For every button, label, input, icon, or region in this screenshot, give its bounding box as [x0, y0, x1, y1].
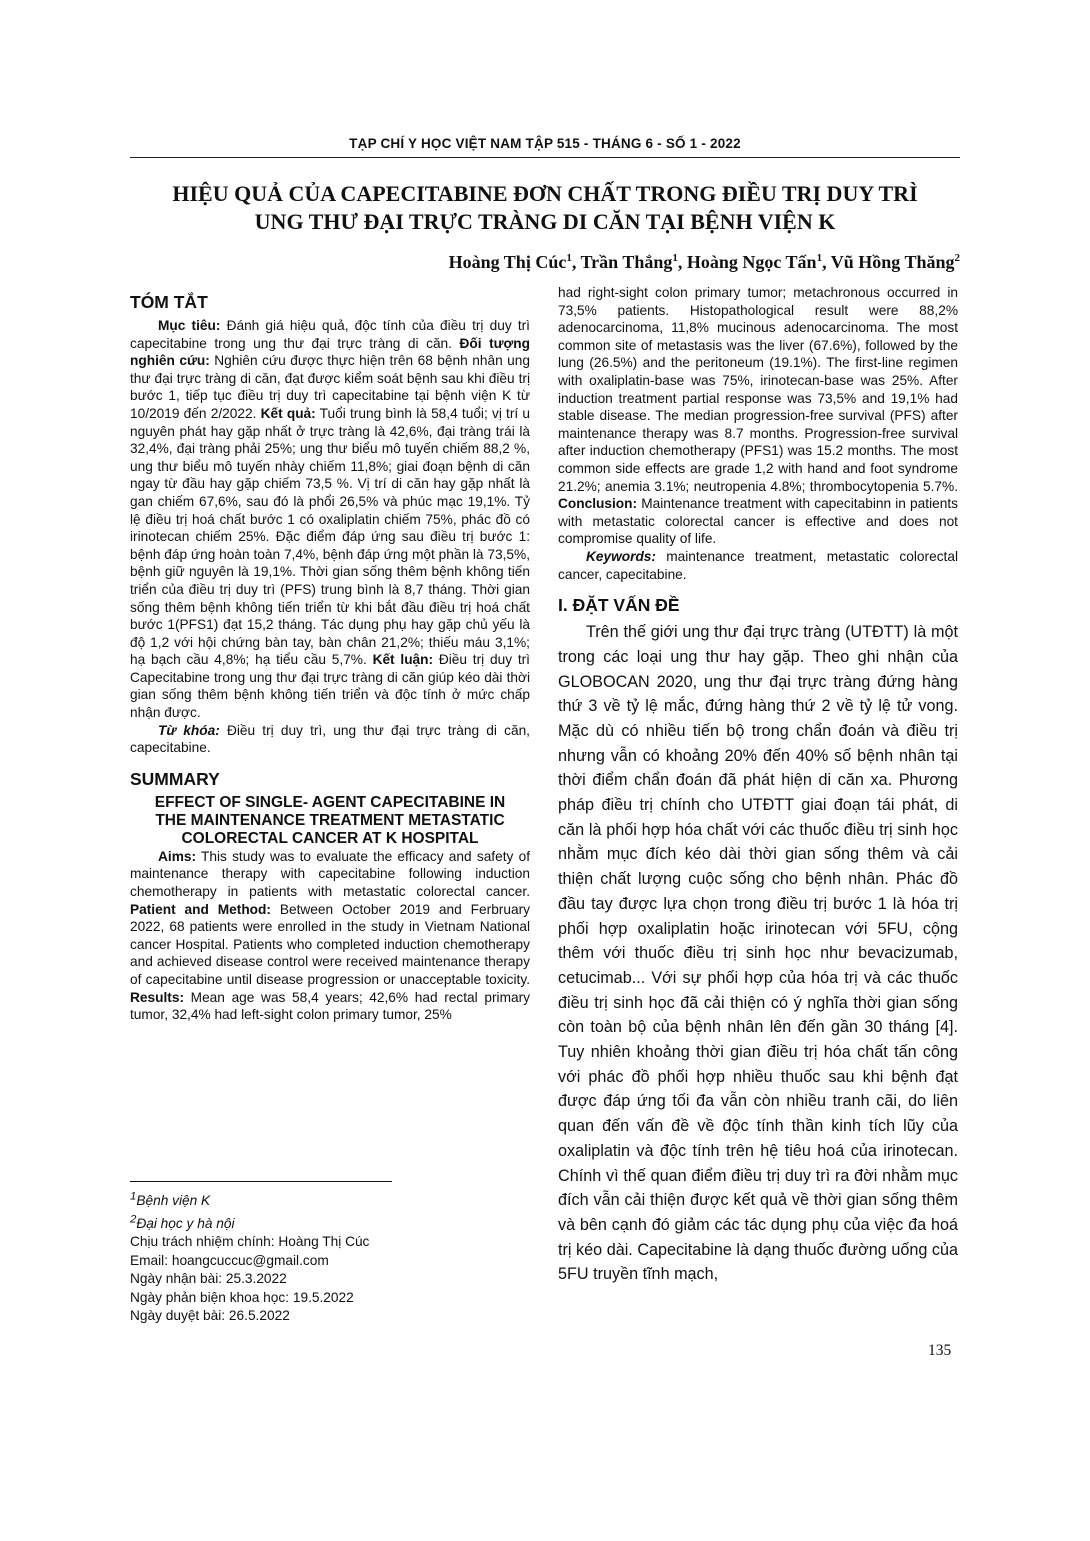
author-separator: ,	[822, 252, 831, 272]
summary-title	[130, 794, 530, 848]
journal-header: TẠP CHÍ Y HỌC VIỆT NAM TẬP 515 - THÁNG 6 - SỐ 1 - 2022	[349, 136, 741, 151]
author-list	[449, 252, 960, 273]
summary-body-part2	[558, 284, 958, 548]
affiliation-1	[130, 1187, 530, 1210]
keywords-en-text: maintenance treatment, metastatic colorectal cancer, capecitabine.	[558, 548, 958, 582]
author-affiliation-mark: 2	[954, 252, 960, 264]
subjects-text: Nghiên cứu được thực hiện trên 68 bệnh nhân ung thư đại trực tràng di căn, đạt được kiểm soát bệnh sau khi điều trị bước 1, tiếp tục điều trị duy trì capecitabine tại bệnh viện K từ 10/2019 đến 2/2022.	[130, 353, 530, 421]
affiliation-name: Bệnh viện K	[136, 1192, 211, 1208]
corresponding-author: Chịu trách nhiệm chính: Hoàng Thị Cúc	[130, 1234, 370, 1250]
keywords-en-label: Keywords:	[586, 548, 656, 564]
author-affiliation-mark: 1	[816, 252, 823, 264]
date-reviewed: Ngày phản biện khoa học: 19.5.2022	[130, 1289, 354, 1305]
page-number: 135	[928, 1342, 952, 1359]
author-name: Hoàng Thị Cúc	[448, 252, 567, 272]
author-affiliation-mark: 1	[672, 252, 678, 264]
results-en-text-start: Mean age was 58,4 years; 42,6% had rectal primary tumor, 32,4% had left-sight colon primary tumor, 25%	[130, 989, 530, 1023]
intro-heading: I. ĐẶT VẤN ĐỀ	[558, 595, 680, 616]
affiliation-2	[130, 1210, 530, 1233]
affiliation-name: Đại học y hà nội	[136, 1215, 235, 1231]
conclusion-label: Kết luận:	[372, 652, 434, 668]
conclusion-en-label: Conclusion:	[558, 496, 638, 512]
footnotes	[130, 1187, 530, 1326]
header-divider	[130, 157, 960, 158]
title-line-2: UNG THƯ ĐẠI TRỰC TRÀNG DI CĂN TẠI BỆNH VIỆN K	[254, 209, 836, 234]
method-label: Patient and Method:	[130, 901, 271, 917]
summary-title-line: COLORECTAL CANCER AT K HOSPITAL	[181, 829, 479, 847]
keywords-vi	[130, 722, 530, 757]
article-title	[130, 180, 960, 236]
affiliation-mark: 2	[130, 1213, 137, 1226]
keywords-vi-text: Điều trị duy trì, ung thư đại trực tràng di căn, capecitabine.	[130, 722, 530, 756]
results-en-text-end: had right-sight colon primary tumor; metachronous occurred in 73,5% patients. Histopathological result were 88,2% adenocarcinoma, 11,8% mucinous adenocarcinoma. The most common site of metastasis was the liver (67.6%), followed by the lung (26.5%) and the peritoneum (19.1%). The first-line regimen with oxaliplatin-base was 75%, irinotecan-base was 25%. After induction treatment partial response was 73,5% and 19,1% had stable disease. The median progression-free survival (PFS) after maintenance therapy was 8.7 months. Progression-free survival after induction chemotherapy (PFS1) was 15.2 months. The most common side effects are grade 1,2 with hand and foot syndrome 21.2%; anemia 3.1%; neutropenia 4.8%; thrombocytopenia 5.7%.	[558, 285, 958, 494]
author-affiliation-mark: 1	[566, 252, 572, 264]
abstract-vi-body	[130, 317, 530, 722]
summary-body-part1	[130, 848, 530, 1024]
right-column	[558, 284, 958, 1287]
footnote-divider	[130, 1181, 392, 1182]
summary-title-line: EFFECT OF SINGLE- AGENT CAPECITABINE IN	[154, 793, 506, 811]
results-label: Kết quả:	[260, 405, 316, 421]
summary-title-line: THE MAINTENANCE TREATMENT METASTATIC	[155, 811, 505, 829]
abstract-vi-heading: TÓM TẮT	[130, 292, 208, 312]
intro-paragraph: Trên thế giới ung thư đại trực tràng (UTĐTT) là một trong các loại ung thư hay gặp. Theo ghi nhận của GLOBOCAN 2020, ung thư đại trực tràng đứng hàng thứ 3 về tỷ lệ mắc, đứng hàng thứ 2 về tỷ lệ tử vong. Mặc dù có nhiều tiến bộ trong chẩn đoán và điều trị nhưng vẫn có khoảng 20% đến 40% số bệnh nhân tại thời điểm chẩn đoán đã phát hiện di căn xa. Phương pháp điều trị chính cho UTĐTT giai đoạn tái phát, di căn là phối hợp hóa chất với các thuốc điều trị sinh học nhằm mục đích kéo dài thời gian sống thêm và cải thiện chất lượng cuộc sống cho bệnh nhân. Phác đồ đầu tay được lựa chọn trong điều trị bước 1 là hóa trị phối hợp oxaliplatin hoặc irinotecan với 5FU, cộng thêm với thuốc điều trị sinh học như bevacizumab, cetucimab... Với sự phối hợp của hóa trị và các thuốc điều trị sinh học đã cải thiện có ý nghĩa thời gian sống còn toàn bộ của bệnh nhân lên đến gần 30 tháng [4]. Tuy nhiên khoảng thời gian điều trị hóa chất tấn công với phác đồ phối hợp nhiều thuốc sau khi bệnh đạt được đáp ứng tối đa vẫn còn nhiều tranh cãi, do liên quan đến vấn đề về độc tính thần kinh tích lũy của oxaliplatin và độc tính trên hệ tiêu hoá của irinotecan. Chính vì thế quan điểm điều trị duy trì ra đời nhằm mục đích vẫn cải thiện được kết quả về thời gian sống thêm và bên cạnh đó giảm các tác dụng phụ của việc đa hoá trị kéo dài. Capecitabine là dạng thuốc đường uống của 5FU truyền tĩnh mạch,	[558, 623, 958, 1284]
author-separator: ,	[677, 252, 687, 272]
aim-text: Đánh giá hiệu quả, độc tính của điều trị duy trì capecitabine trong ung thư đại trực tràng di căn.	[130, 318, 530, 351]
date-received: Ngày nhận bài: 25.3.2022	[130, 1271, 287, 1287]
author-name: Hoàng Ngọc Tấn	[686, 252, 817, 272]
title-line-1: HIỆU QUẢ CỦA CAPECITABINE ĐƠN CHẤT TRONG ĐIỀU TRỊ DUY TRÌ	[172, 181, 918, 206]
keywords-vi-label: Từ khóa:	[158, 722, 220, 738]
author-name: Vũ Hồng Thăng	[830, 252, 955, 272]
aims-text: This study was to evaluate the efficacy and safety of maintenance therapy with capecitabine following induction chemotherapy in patients with metastatic colorectal cancer.	[130, 848, 530, 900]
author-name: Trần Thắng	[580, 252, 673, 272]
summary-heading: SUMMARY	[130, 768, 220, 789]
method-text: Between October 2019 and Ferbruary 2022, 68 patients were enrolled in the study in Vietnam National cancer Hospital. Patients who completed induction chemotherapy and achieved disease control were received maintenance therapy of capecitabine until disease progression or unacceptable toxicity.	[130, 901, 530, 987]
date-accepted: Ngày duyệt bài: 26.5.2022	[130, 1308, 290, 1324]
keywords-en	[558, 548, 958, 583]
conclusion-en-text: Maintenance treatment with capecitabinn in patients with metastatic colorectal cancer is effective and does not compromise quality of life.	[558, 496, 958, 547]
author-separator: ,	[571, 252, 581, 272]
conclusion-text: Điều trị duy trì Capecitabine trong ung thư đại trực tràng di căn giúp kéo dài thời gian sống thêm bệnh không tiến triển và độc tính ở mức chấp nhận được.	[130, 652, 530, 721]
aim-label: Mục tiêu:	[158, 318, 221, 333]
results-en-label: Results:	[130, 989, 185, 1005]
email: Email: hoangcuccuc@gmail.com	[130, 1252, 329, 1268]
aims-label: Aims:	[158, 848, 197, 864]
left-column	[130, 288, 530, 1024]
results-text: Tuổi trung bình là 58,4 tuổi; vị trí u nguyên phát hay gặp nhất ở trực tràng là 42,6%, đại tràng trái là 32,4%, đại tràng phải 25%; ung thư biểu mô tuyến chiếm 88,2 %, ung thư biểu mô tuyến nhày chiếm 11,8%; giai đoạn bệnh di căn ngay từ đầu hay gặp chiếm 73,5 %. Vị trí di căn hay gặp nhất là gan chiếm 67,6%, sau đó là phổi 26,5% và phúc mạc 19,1%. Tỷ lệ điều trị hoá chất bước 1 có oxaliplatin chiếm 75%, phác đồ có irinotecan chiếm 25%. Đặc điểm đáp ứng sau điều trị bước 1: bệnh đáp ứng hoàn toàn 7,4%, bệnh đáp ứng một phần là 73,5%, bệnh giữ nguyên là 19,1%. Thời gian sống thêm bệnh không tiến triển của điều trị duy trì (PFS) trung bình là 8,7 tháng. Thời gian sống thêm bệnh không tiến triển từ khi bắt đầu điều trị hoá chất bước 1(PFS1) đạt 15,2 tháng. Tác dụng phụ hay gặp chủ yếu là độ 1,2 với hội chứng bàn tay, bàn chân 21,2%; thiếu máu 3,1%; hạ bạch cầu 4,8%; hạ tiểu cầu 5,7%.	[130, 405, 531, 668]
affiliation-mark: 1	[130, 1190, 137, 1202]
subjects-label: Đối tượng nghiên cứu:	[130, 335, 530, 369]
